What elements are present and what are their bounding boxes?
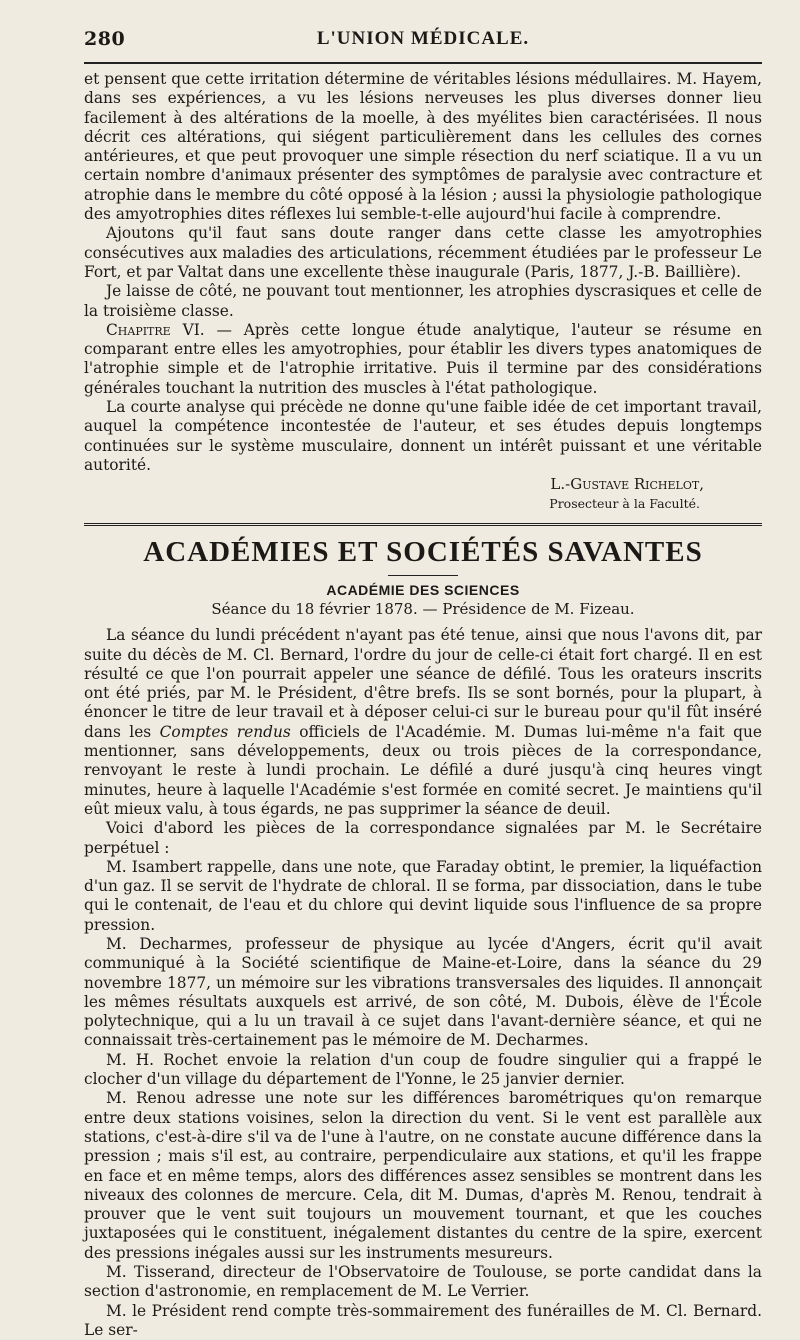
title-underline (388, 575, 458, 576)
article-paragraph: Ajoutons qu'il faut sans doute ranger dans cette classe les amyotrophies consécutives aux maladies des articulations, récemment étudiées par le professeur Le Fort, et par Valtat dans une excellente thèse inaugurale (Paris, 1877, J.-B. Baillière). (84, 224, 762, 281)
section-divider (84, 523, 762, 526)
article-paragraph: La courte analyse qui précède ne donne qu'une faible idée de cet important travail, auquel la compétence incontestée de l'auteur, et ses études depuis longtemps continuées sur le système musculaire, donnent un intérêt puissant et une véritable autorité. (84, 398, 762, 474)
page-number: 280 (84, 28, 126, 50)
comptes-rendus-italic: Comptes rendus (159, 722, 291, 741)
report-paragraph: M. Renou adresse une note sur les différences barométriques qu'on remarque entre deux stations voisines, selon la direction du vent. Si le vent est parallèle aux stations, c'est-à-dire s'il va de l'une à l'autre, on ne constate aucune différence dans la pression ; mais s'il est, au contraire, perpendiculaire aux stations, et qu'il les frappe en face et en même temps, alors des différences assez sensibles se montrent dans les niveaux des colonnes de mercure. Cela, dit M. Dumas, d'après M. Renou, tendrait à prouver que le vent suit toujours un mouvement tournant, et que les couches juxtaposées qui le constituent, inégalement distantes du centre de la spire, exercent des pressions inégales aussi sur les instruments mesureurs. (84, 1089, 762, 1262)
report-paragraph (84, 626, 762, 819)
article-paragraph-chapter (84, 321, 762, 398)
report-paragraph: M. Isambert rappelle, dans une note, que Faraday obtint, le premier, la liquéfaction d'un gaz. Il se servit de l'hydrate de chloral. Il se forma, par dissociation, dans le tube qui le contenait, de l'eau et du chlore qui devint liquide sous l'influence de sa propre pression. (84, 857, 762, 934)
academy-report (84, 626, 762, 1340)
running-head (84, 28, 762, 58)
report-paragraph: M. Tisserand, directeur de l'Observatoire de Toulouse, se porte candidat dans la section d'astronomie, en remplacement de M. Le Verrier. (84, 1263, 762, 1301)
signature-name: L.-Gustave Richelot, (550, 475, 704, 494)
header-rule (84, 62, 762, 64)
report-text-tail: officiels de l'Académie. M. Dumas lui-même n'a fait que mentionner, sans développements, deux ou trois pièces de la correspondance, renvoyant le reste à lundi prochain. Le défilé a duré jusqu'à cinq heures vingt minutes, heure à laquelle l'Académie s'est formée en comité secret. Je maintiens qu'il eût mieux valu, à tous égards, ne pas supprimer la séance de deuil. (84, 722, 762, 818)
section-title: ACADÉMIES ET SOCIÉTÉS SAVANTES (143, 536, 703, 569)
report-paragraph: M. le Président rend compte très-sommairement des funérailles de M. Cl. Bernard. Le ser- (84, 1301, 762, 1339)
article-paragraph: et pensent que cette irritation détermine de véritables lésions médullaires. M. Hayem, dans ses expériences, a vu les lésions nerveuses les plus diverses donner lieu facilement à des altérations de la moelle, à des myélites bien caractérisées. Il nous décrit ces altérations, qui siégent particulièrement dans les cellules des cornes antérieures, et que peut provoquer une simple résection du nerf sciatique. Il a vu un certain nombre d'animaux présenter des symptômes de paralysie avec contracture et atrophie dans le membre du côté opposé à la lésion ; aussi la physiologie pathologique des amyotrophies dites réflexes lui semble-t-elle aujourd'hui facile à comprendre. (84, 70, 762, 224)
signature (84, 475, 762, 513)
seance-line: Séance du 18 février 1878. — Présidence de M. Fizeau. (211, 600, 635, 619)
report-paragraph: Voici d'abord les pièces de la correspondance signalées par M. le Secrétaire perpétuel : (84, 819, 762, 857)
report-text: La séance du lundi précédent n'ayant pas été tenue, ainsi que nous l'avons dit, par suite du décès de M. Cl. Bernard, l'ordre du jour de celle-ci était fort chargé. Il en est résulté ce que l'on pourrait appeler une séance de défilé. Tous les orateurs inscrits ont été priés, par M. le Président, d'être brefs. Ils se sont bornés, pour la plupart, à énoncer le titre de leur travail et à déposer celui-ci sur le bureau pour qu'il fût inséré dans les (84, 626, 762, 741)
article-paragraph: Je laisse de côté, ne pouvant tout mentionner, les atrophies dyscrasiques et celle de la troisième classe. (84, 282, 762, 320)
report-paragraph: M. Decharmes, professeur de physique au lycée d'Angers, écrit qu'il avait communiqué à la Société scientifique de Maine-et-Loire, dans la séance du 29 novembre 1877, un mémoire sur les vibrations transversales des liquides. Il annonçait les mêmes résultats auxquels est arrivé, de son côté, M. Dubois, élève de l'École polytechnique, qui a lu un travail à ce sujet dans l'avant-dernière séance, et qui ne connaissait très-certainement pas le mémoire de M. Decharmes. (84, 934, 762, 1050)
chapter-text: — Après cette longue étude analytique, l'auteur se résume en comparant entre elles les amyotrophies, pour établir les divers types anatomiques de l'atrophie simple et de l'atrophie irritative. Puis il termine par des considérations générales touchant la nutrition des muscles à l'état pathologique. (84, 320, 762, 397)
signature-title: Prosecteur à la Faculté. (549, 496, 700, 512)
article-continuation (84, 70, 762, 513)
report-paragraph: M. H. Rochet envoie la relation d'un coup de foudre singulier qui a frappé le clocher d'un village du département de l'Yonne, le 25 janvier dernier. (84, 1050, 762, 1089)
academy-heading: ACADÉMIE DES SCIENCES (326, 582, 520, 599)
journal-title: L'UNION MÉDICALE. (316, 28, 530, 49)
chapter-label: Chapitre VI. (106, 320, 205, 339)
